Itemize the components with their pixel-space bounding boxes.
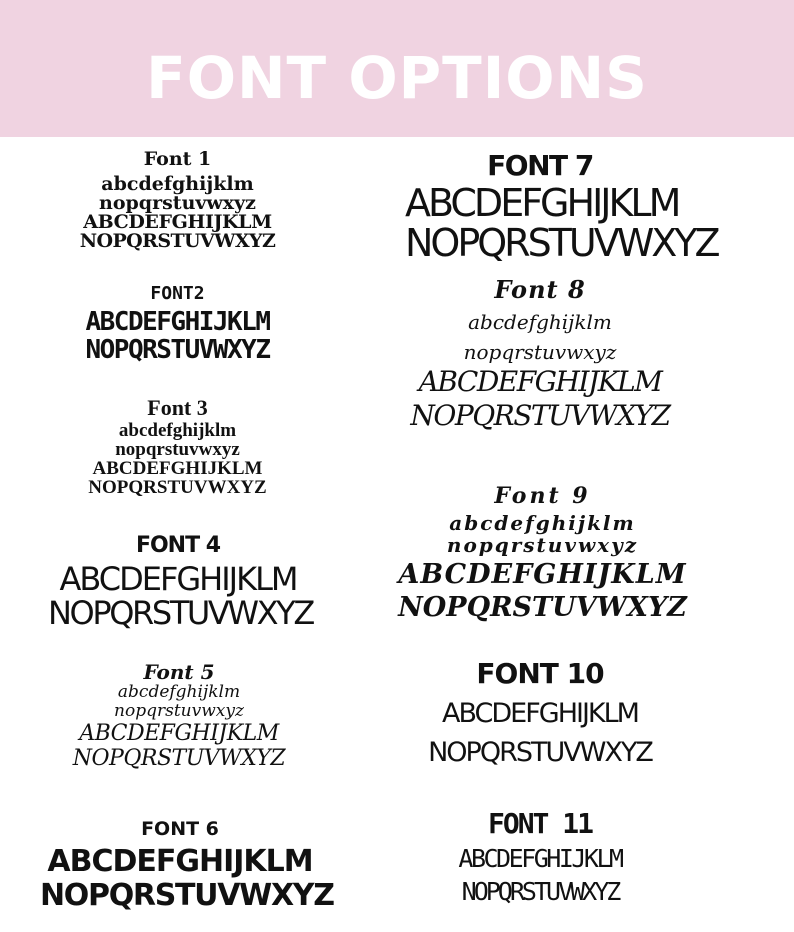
font-title: FONT 10 xyxy=(476,657,604,690)
font-sample-2 xyxy=(55,285,300,363)
lowercase-line-1: abcdefghijklm xyxy=(117,682,241,702)
uppercase-line-2: NOPQRSTUVWXYZ xyxy=(461,877,619,906)
uppercase-line-2: NOPQRSTUVWXYZ xyxy=(398,592,687,623)
uppercase-line-2: NOPQRSTUVWXYZ xyxy=(48,594,313,632)
lowercase-line-2: nopqrstuvwxyz xyxy=(115,439,240,460)
uppercase-line-2: NOPQRSTUVWXYZ xyxy=(410,399,670,432)
font-title: Font 3 xyxy=(147,395,208,420)
font-title: Font 5 xyxy=(143,660,215,684)
uppercase-line-1: ABCDEFGHIJKLM xyxy=(405,181,679,225)
font-title: FONT 11 xyxy=(487,807,592,840)
uppercase-line-1: ABCDEFGHIJKLM xyxy=(92,458,263,479)
uppercase-line-2: NOPQRSTUVWXYZ xyxy=(85,335,270,365)
font-sample-10 xyxy=(420,657,660,768)
font-title: FONT2 xyxy=(150,283,205,304)
lowercase-line-2: nopqrstuvwxyz xyxy=(463,340,617,364)
uppercase-line-2: NOPQRSTUVWXYZ xyxy=(428,737,652,768)
lowercase-line-2: nopqrstuvwxyz xyxy=(99,192,256,214)
uppercase-line-1: ABCDEFGHIJKLM xyxy=(418,365,662,398)
font-sample-9 xyxy=(345,485,740,621)
header-banner xyxy=(0,0,794,137)
page-title: FONT OPTIONS xyxy=(146,43,648,112)
lowercase-line-2: nopqrstuvwxyz xyxy=(446,533,639,557)
uppercase-line-1: ABCDEFGHIJKLM xyxy=(47,844,313,879)
font-sample-6 xyxy=(40,818,334,913)
lowercase-line-1: abcdefghijklm xyxy=(118,420,237,441)
font-sample-5 xyxy=(48,662,310,770)
uppercase-line-2: NOPQRSTUVWXYZ xyxy=(405,221,718,265)
uppercase-line-1: ABCDEFGHIJKLM xyxy=(85,307,270,337)
font-title: FONT 6 xyxy=(141,818,219,840)
uppercase-line-1: ABCDEFGHIJKLM xyxy=(83,211,272,233)
font-title: Font 8 xyxy=(494,275,586,304)
font-title: Font 1 xyxy=(143,148,212,170)
uppercase-line-2: NOPQRSTUVWXYZ xyxy=(88,477,267,498)
font-title: Font 9 xyxy=(494,483,591,509)
font-sample-4 xyxy=(48,533,313,632)
lowercase-line-1: abcdefghijklm xyxy=(449,511,636,535)
uppercase-line-2: NOPQRSTUVWXYZ xyxy=(79,230,276,252)
uppercase-line-1: ABCDEFGHIJKLM xyxy=(398,559,687,590)
font-sample-7 xyxy=(405,149,718,265)
font-sample-3 xyxy=(55,397,300,497)
font-title: FONT 4 xyxy=(135,533,221,558)
uppercase-line-1: ABCDEFGHIJKLM xyxy=(79,721,279,746)
font-title: FONT 7 xyxy=(487,149,593,182)
lowercase-line-2: nopqrstuvwxyz xyxy=(114,701,244,721)
uppercase-line-1: ABCDEFGHIJKLM xyxy=(442,698,638,729)
font-sample-1 xyxy=(55,150,300,251)
lowercase-line-1: abcdefghijklm xyxy=(101,173,254,195)
font-sample-11 xyxy=(425,807,655,906)
uppercase-line-2: NOPQRSTUVWXYZ xyxy=(72,746,286,771)
uppercase-line-1: ABCDEFGHIJKLM xyxy=(59,560,297,598)
uppercase-line-2: NOPQRSTUVWXYZ xyxy=(40,878,334,913)
lowercase-line-1: abcdefghijklm xyxy=(468,310,612,334)
uppercase-line-1: ABCDEFGHIJKLM xyxy=(458,844,622,873)
font-sample-8 xyxy=(400,275,680,432)
